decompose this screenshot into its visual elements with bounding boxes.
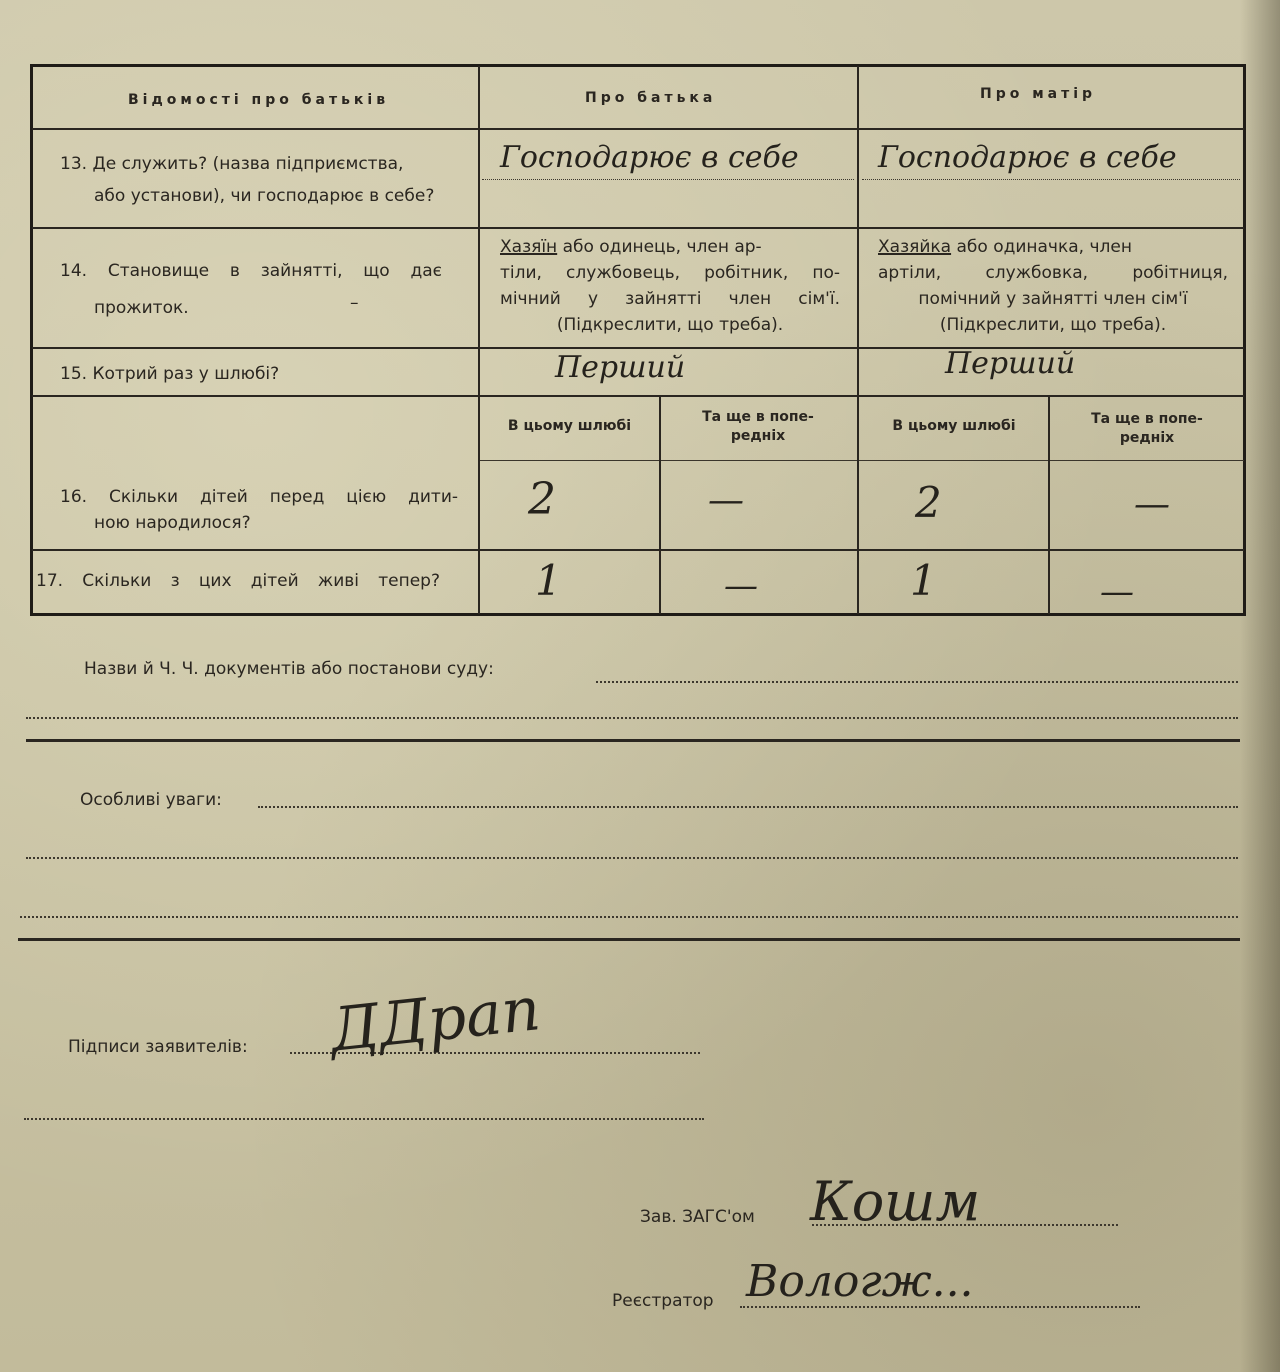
row14-mother-line3: помічний у зайнятті член сім'ї <box>918 289 1188 309</box>
registrar-signature: Вологж... <box>746 1256 974 1307</box>
applicant-signature: ДДрап <box>326 974 544 1066</box>
row17-mother-this-handwritten: 1 <box>910 556 937 605</box>
documents-dotline-1 <box>596 681 1238 683</box>
row17-label: 17. Скільки з цих дітей живі тепер? <box>36 571 440 591</box>
row14-father-line1 <box>500 234 840 261</box>
row14-dash: – <box>350 293 359 313</box>
header-mother: Про матір <box>980 86 1097 102</box>
zags-head-label: Зав. ЗАГС'ом <box>640 1207 755 1227</box>
row14-father-line3: мічний у зайнятті член сім'ї. <box>500 289 840 309</box>
row13-label-line1: 13. Де служить? (назва підприємства, <box>60 154 404 174</box>
row13-mother-handwritten: Господарює в себе <box>878 140 1177 175</box>
column-divider <box>1048 396 1050 614</box>
remarks-label: Особливі уваги: <box>80 790 222 810</box>
signature-dotline-2 <box>24 1118 704 1120</box>
subheader-mother-previous-line2: редніх <box>1119 430 1175 446</box>
row13-label-line2: або установи), чи господарює в себе? <box>94 186 435 206</box>
row16-father-this-handwritten: 2 <box>528 474 556 525</box>
remarks-dotline-1 <box>258 806 1238 808</box>
row17-mother-prev-handwritten: — <box>1100 572 1134 612</box>
row13-father-dotline <box>482 179 854 180</box>
row-divider <box>32 549 1244 551</box>
row14-mother-line4: (Підкреслити, що треба). <box>939 315 1167 335</box>
row14-mother-underlined-option: Хазяйка <box>878 237 952 257</box>
row14-label-line2: прожиток. <box>94 298 189 318</box>
row14-mother-line1-rest: або одиначка, член <box>956 237 1132 257</box>
row15-father-handwritten: Перший <box>555 350 686 385</box>
row14-mother-line2: артіли, службовка, робітниця, <box>878 263 1228 283</box>
documents-section-rule <box>26 739 1240 742</box>
signatures-label: Підписи заявителів: <box>68 1037 248 1057</box>
row14-label-line1: 14. Становище в зайнятті, що дає <box>60 261 442 281</box>
row16-mother-prev-handwritten: — <box>1134 484 1170 525</box>
row14-father-line4: (Підкреслити, що треба). <box>556 315 784 335</box>
remarks-dotline-3 <box>20 916 1238 918</box>
row16-label-line2: ною народилося? <box>94 513 251 533</box>
row16-label-line1: 16. Скільки дітей перед цією дити- <box>60 487 458 507</box>
row17-father-this-handwritten: 1 <box>535 556 562 605</box>
subheader-father-previous-line2: редніх <box>730 428 786 444</box>
row13-mother-dotline <box>862 179 1240 180</box>
row17-father-prev-handwritten: — <box>724 566 758 606</box>
column-divider <box>659 396 661 614</box>
column-divider <box>857 66 859 614</box>
row15-label: 15. Котрий раз у шлюбі? <box>60 364 280 384</box>
row16-mother-this-handwritten: 2 <box>915 478 942 527</box>
row14-father-underlined-option: Хазяїн <box>500 237 558 257</box>
row-divider <box>32 227 1244 229</box>
row14-father-line2: тіли, службовець, робітник, по- <box>500 263 840 283</box>
remarks-section-rule <box>18 938 1240 941</box>
documents-label: Назви й Ч. Ч. документів або постанови суду: <box>84 659 494 679</box>
remarks-dotline-2 <box>26 857 1238 859</box>
zags-head-signature: Кошм <box>810 1170 981 1233</box>
column-divider <box>478 66 480 614</box>
header-parents-info: Відомості про батьків <box>128 92 390 108</box>
row13-father-handwritten: Господарює в себе <box>500 140 799 175</box>
row15-mother-handwritten: Перший <box>945 346 1076 381</box>
row14-mother-line1 <box>878 234 1228 261</box>
row-divider <box>32 395 1244 397</box>
subheader-mother-previous-line1: Та ще в попе- <box>1091 411 1203 427</box>
row-divider <box>32 128 1244 130</box>
subheader-father-previous-line1: Та ще в попе- <box>702 409 814 425</box>
row14-father-line1-rest: або одинець, член ар- <box>562 237 762 257</box>
subheader-father-this-marriage: В цьому шлюбі <box>507 418 632 434</box>
documents-dotline-2 <box>26 717 1238 719</box>
registrar-label: Реєстратор <box>612 1291 714 1311</box>
header-father: Про батька <box>585 90 717 106</box>
subheader-divider <box>480 460 1244 461</box>
subheader-mother-this-marriage: В цьому шлюбі <box>892 418 1016 434</box>
row16-father-prev-handwritten: — <box>708 480 744 521</box>
